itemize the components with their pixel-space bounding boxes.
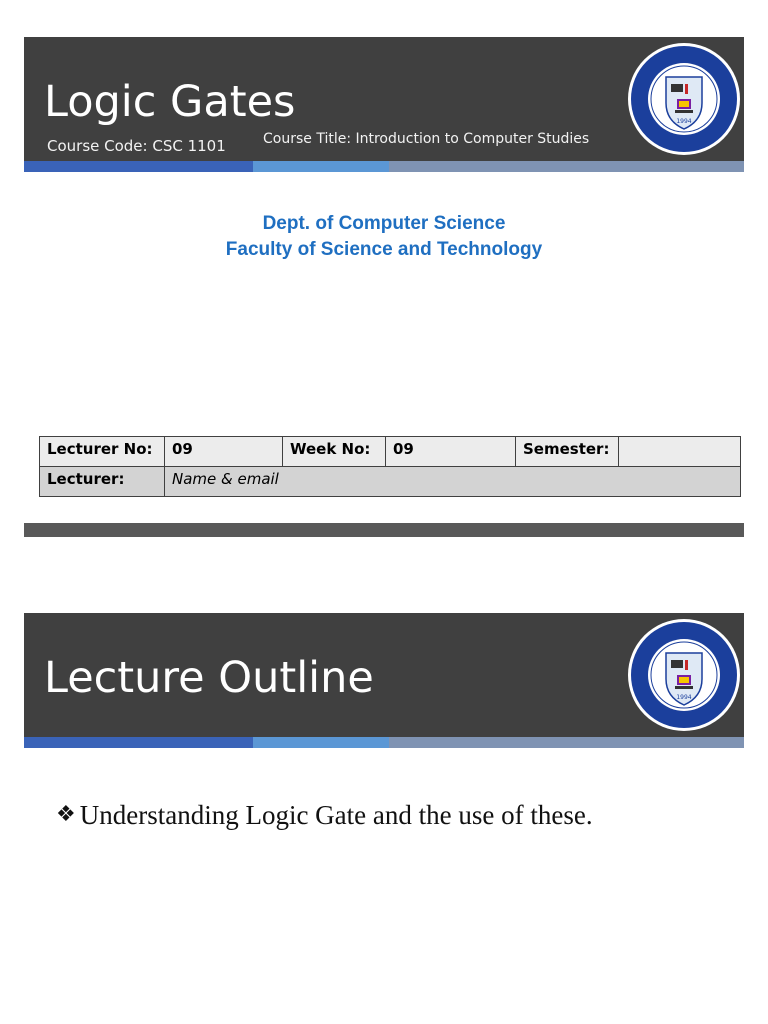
week-no-label: Week No: [283,437,386,467]
table-row [40,437,741,467]
slide-divider [24,523,744,537]
outline-item-text: Understanding Logic Gate and the use of these. [79,800,593,830]
accent-stripe [24,161,744,172]
week-no-value: 09 [386,437,516,467]
title-banner [24,37,744,161]
department-name: Dept. of Computer Science [262,213,506,234]
outline-title: Lecture Outline [44,653,374,703]
svg-text:1994: 1994 [676,694,692,701]
lecturer-value: Name & email [165,467,741,497]
faculty-name: Faculty of Science and Technology [225,239,543,260]
semester-label: Semester: [516,437,619,467]
outline-banner [24,613,744,737]
diamond-bullet-icon: ❖ [56,801,76,826]
lecturer-no-value: 09 [165,437,283,467]
accent-stripe [24,737,744,748]
semester-value [619,437,741,467]
university-seal-logo [626,617,742,733]
table-row [40,467,741,497]
list-item [56,800,593,831]
slide-title: Logic Gates [44,77,296,127]
lecture-info-table [39,436,741,497]
course-code: Course Code: CSC 1101 [47,137,226,155]
department-info [0,211,768,263]
university-seal-logo [626,41,742,157]
lecturer-no-label: Lecturer No: [40,437,165,467]
svg-text:1994: 1994 [676,118,692,125]
lecturer-label: Lecturer: [40,467,165,497]
course-title: Course Title: Introduction to Computer Studies [263,131,590,147]
